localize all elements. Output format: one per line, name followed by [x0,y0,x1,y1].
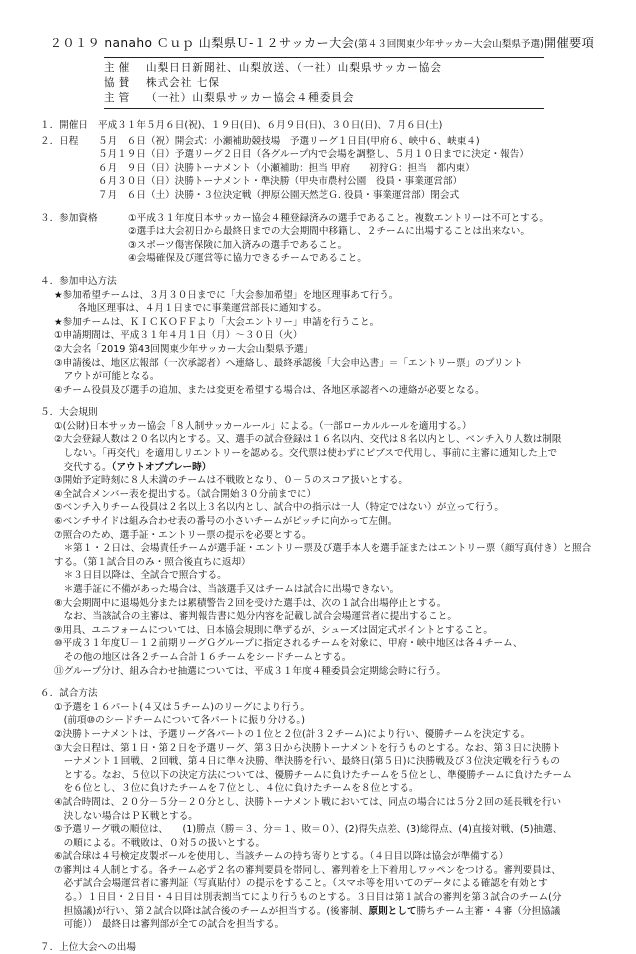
rule-text: 交代する。 [54,461,112,473]
method-line: ②決勝トーナメントは、予選リーグ各パートの１位と２位(計３２チーム)により行い、優勝チームを決定する。 [54,728,531,740]
method-line: とする。なお、５位以下の決定方法については、優勝チームに負けたチームを５位とし、準優勝チームに負けたチーム [54,769,572,781]
eligibility-line: ④会場確保及び運営等に協力できるチームであること。 [128,253,367,265]
organizer-value: 山梨日日新聞社、山梨放送、（一社）山梨県サッカー協会 [146,62,442,74]
method-line: ④試合時間は、２０分－５分－２０分とし、決勝トーナメント戦においては、同点の場合には５分２回の延長戦を行い [54,796,562,808]
rule-line: ③開始予定時刻に８人未満のチームは不戦敗となり、０－５のスコア扱いとする。 [54,475,408,487]
organizer-row [104,76,544,91]
rule-line [40,461,604,475]
rule-line: ①(公財)日本サッカー協会「８人制サッカールール」による。（一部ローカルルールを適用する。） [54,420,472,432]
rule-line: ⑥ベンチサイドは組み合わせ表の番号の小さいチームがピッチに向かって左側。 [54,516,398,528]
method-text: 担協議)が行い、第２試合以降は試合後のチームが担当する。(後審制、 [54,905,369,917]
organizer-box [104,57,544,109]
title-sub: (第４３回関東少年サッカー大会山梨県予選) [354,39,544,50]
eligibility-row [40,212,604,226]
method-line: ーナメント１回戦、２回戦、第４日に準々決勝、準決勝を行い、最終日(第５日)に決勝戦及び３位決定戦を行うもの [54,756,560,768]
application-line: ②大会名「2019 第43回関東少年サッカー大会山梨県予選」 [54,343,314,355]
section-value: 平成３１年５月６日(祝)、１９日(日)、６月９日(日)、３０日(日)、７月６日(土) [98,120,443,131]
method-line: ⑦審判は４人制とする。各チーム必ず２名の審判要員を帯同し、審判着を上下着用しワッペンをつける。審判要員は、 [54,864,561,876]
organizer-value: （一社）山梨県サッカー協会４種委員会 [146,92,355,104]
section-label: ５．大会規則 [40,407,98,419]
method-line: 必ず試合会場運営者に審判証（写真貼付）の提示をすること。（スマホ等を用いてのデータによる確認を有効とす [54,878,548,890]
method-line: (前項⑩のシードチームについて各パートに振り分ける。) [54,715,305,727]
application-line: アウトが可能となる。 [54,371,160,383]
rule-line: ⑤ベンチ入りチーム役員は２名以上３名以内とし、試合中の指示は一人（特定ではない）が立って行う。 [54,502,504,514]
method-line: る。）１日目・２日目・４日目は別表割当てにより行うものとする。３日目は第１試合の審判を第３試合のチーム(分 [54,892,562,904]
section-label: ６．試合方法 [40,688,98,700]
section-label: １．開催日 [40,120,88,131]
section-dates [40,119,604,133]
schedule-line: ５月１９日（日）予選リーグ２日目（各グループ内で会場を調整し、５月１０日までに決定・報告） [98,149,529,161]
organizer-row [104,61,544,76]
rule-bold-note: （アウトオブプレー時） [111,461,212,473]
application-line: ★参加希望チームは、３月３０日までに「大会参加希望」を地区理事あて行う。 [54,289,399,301]
rule-line: ＊３日目以降は、全試合で照合する。 [54,570,227,582]
rule-line: ②大会登録人数は２０名以内とする。又、選手の試合登録は１６名以内、交代は８名以内とし、ベンチ入り人数は制限 [54,434,562,446]
rule-line: ⑨用具、ユニフォームについては、日本協会規則に準ずるが、シューズは固定式ポイントとすること。 [54,624,493,636]
method-line: ③大会日程は、第１日・第２日を予選リーグ、第３日から決勝トーナメントを行うものとする。なお、第３日に決勝ト [54,742,561,754]
application-line: ★参加チームは、ＫＩＣＫＯＦＦより「大会エントリー」申請を行うこと。 [54,316,380,328]
eligibility-line: ②選手は大会初日から最終日までの大会期間中移籍し、２チームに出場することは出来ない。 [128,226,530,238]
section-application [40,275,604,397]
method-line: ①予選を１６パート(４又は５チーム)のリーグにより行う。 [54,701,310,713]
method-line: 決しない場合はＰＫ戦とする。 [54,810,198,822]
method-line: を６位とし、３位に負けたチームを７位とし、４位に負けたチームを８位とする。 [54,783,419,795]
section-label: ３．参加資格 [40,212,98,224]
application-line: ①申請期間は、平成３１年４月１日（月）～３０日（火） [54,330,303,342]
method-line: の順による。不戦敗は、０対５の扱いとする。 [54,837,266,849]
application-line: 各地区理事は、４月１日までに事業運営部長に通知する。 [68,303,328,315]
section-label: ２．日程 [40,135,79,147]
title-tail: 開催要項 [543,36,595,50]
schedule-line: ６月 ９日（日）決勝トーナメント（小瀬補助：担当 甲府 初狩Ｇ：担当 都内東） [98,162,475,174]
eligibility-line: ③スポーツ傷害保険に加入済みの選手であること。 [128,239,348,251]
schedule-line: ５月 ６日（祝）開会式：小瀬補助競技場 予選リーグ１日目(甲府６、峡中６、峡東４) [98,135,480,147]
section-match-method [40,687,604,932]
rule-line: ⑦照合のため、選手証・エントリー票の提示を必要とする。 [54,529,312,541]
rule-line: なお、当該試合の主審は、審判報告書に処分内容を記載し試合会場運営者に提出すること。 [54,611,457,623]
eligibility-line: ①平成３１年度日本サッカー協会４種登録済みの選手であること。複数エントリーは不可とする。 [128,212,549,224]
rule-line: ⑧大会期間中に退場処分または累積警告２回を受けた選手は、次の１試合出場停止とする。 [54,597,447,609]
method-line: ⑥試合球は４号検定皮製ボールを使用し、当該チームの持ち寄りとする。（４日目以降は協会が準備する） [54,851,509,863]
rule-line: しない。「再交代」を適用しリエントリーを認める。交代票は使わずにビブスで代用し、事前に主審に通知した上で [54,448,558,460]
title-main: ２０１９ nanaho Ｃｕｐ 山梨県Ｕ-１２サッカー大会 [49,36,355,50]
section-rules [40,406,604,678]
schedule-line: ７月 ６日（土）決勝・３位決定戦（押原公園天然芝Ｇ. 役員・事業運営部）閉会式 [98,189,460,201]
application-line: ④チーム役員及び選手の追加、または変更を希望する場合は、各地区承認者への連絡が必要となる。 [54,384,485,396]
method-bold-note: 原則として [368,905,417,917]
section-upper-tournament [40,941,604,954]
section-schedule [40,135,604,203]
method-text: 勝ちチーム主審・４審（分担協議 [416,905,561,917]
rule-line: ＊第１・２日は、会場責任チームが選手証・エントリー票及び選手本人を選手証またはエントリー票（顔写真付き）と照合する。（第１試合目のみ・照合後直ちに返却） [54,543,592,568]
rule-line: ⑪グループ分け、組み合わせ抽選については、平成３１年度４種委員会定期総会時に行う。 [54,665,446,677]
rule-line: ④全試合メンバー表を提出する。（試合開始３０分前までに） [54,488,317,500]
application-line: ③申請後は、地区広報部（一次承認者）へ連絡し、最終承認後「大会申込書」＝「エントリー票」のプリント [54,357,523,369]
page-title [40,34,604,51]
organizer-key: 主管 [104,92,134,104]
section-label: ７．上位大会への出場 [40,941,136,953]
organizer-row [104,91,544,106]
organizer-value: 株式会社 七保 [146,77,220,89]
method-line: 可能）） 最終日は審判部が全ての試合を担当する。 [54,919,285,931]
section-label: ４．参加申込方法 [40,275,117,287]
organizer-key: 協賛 [104,77,134,89]
rule-line: ⑩平成３１年度Ｕ－１２前期リーグＧグループに指定されるチームを対象に、甲府・峡中地区は各４チーム、 [54,638,523,650]
rule-line: その他の地区は各２チーム合計１６チームをシードチームとする。 [54,651,352,663]
schedule-row [40,135,604,149]
method-line [40,905,604,919]
section-eligibility [40,212,604,266]
organizer-key: 主催 [104,62,134,74]
schedule-line: ６月３０日（日）決勝トーナメント・準決勝（甲央市農村公園 役員・事業運営部） [98,176,463,188]
rule-line: ＊選手証に不備があった場合は、当該選手又はチームは試合に出場できない。 [54,584,400,595]
method-line: ⑤予選リーグ戦の順位は、 (1)勝点（勝＝３、分＝１、敗＝０）、(2)得失点差、(3)総得点、(4)直接対戦、(5)抽選、 [54,824,563,836]
